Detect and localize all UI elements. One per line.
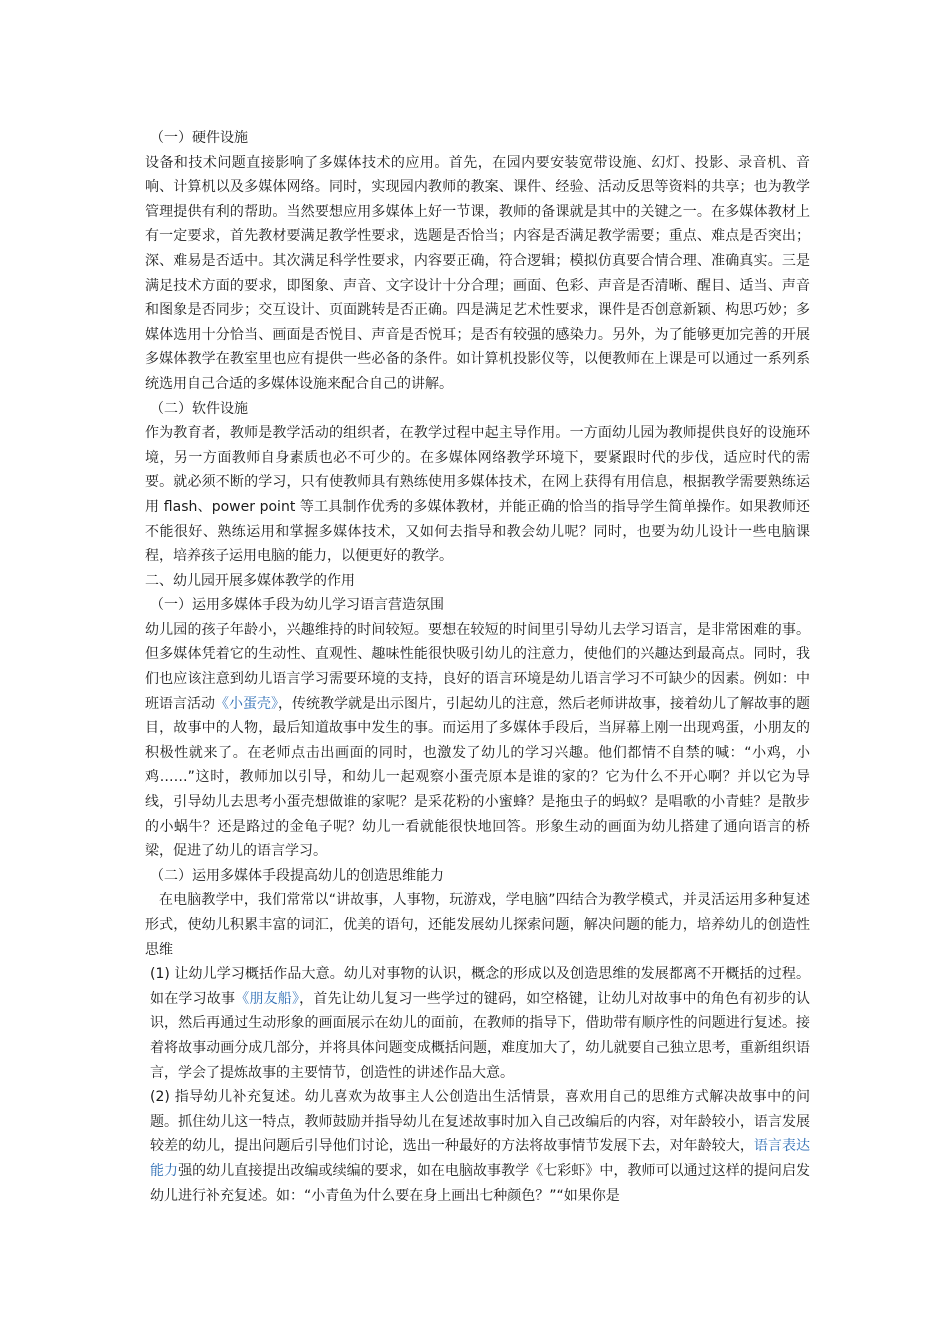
paragraph-language: [145, 618, 810, 864]
paragraph-language-text-1: 幼儿园的孩子年龄小，兴趣维持的时间较短。要想在较短的时间里引导幼儿去学习语言，是非常困难的事。但多媒体凭着它的生动性、直观性、趣味性能很快吸引幼儿的注意力，使他们的兴趣达到最高点。同时，我们也应该注意到幼儿语言学习需要环境的支持，良好的语言环境是幼儿语言学习不可缺少的因素。例如：中班语言活动: [145, 621, 810, 712]
paragraph-summary-text-1: (1) 让幼儿学习概括作品大意。幼儿对事物的认识，概念的形成以及创造思维的发展都离不开概括的过程。如在学习故事: [150, 966, 810, 1007]
section-heading-software: （二）软件设施: [150, 400, 248, 417]
section-heading-language: （一）运用多媒体手段为幼儿学习语言营造氛围: [150, 597, 444, 614]
paragraph-creativity: 在电脑教学中，我们常常以“讲故事，人事物，玩游戏，学电脑”四结合为教学模式，并灵活运用多种复述形式，使幼儿积累丰富的词汇，优美的语句，还能发展幼儿探索问题，解决问题的能力，培养幼儿的创造性思维: [145, 892, 810, 958]
paragraph-summary-text-2: ，首先让幼儿复习一些学过的键码，如空格键，让幼儿对故事中的角色有初步的认识，然后再通过生动形象的画面展示在幼儿的面前，在教师的指导下，借助带有顺序性的问题进行复述。接着将故事动画分成几部分，并将具体问题变成概括问题，难度加大了，幼儿就要自己独立思考，重新组织语言，学会了提炼故事的主要情节，创造性的讲述作品大意。: [150, 990, 811, 1081]
paragraph-hardware: 设备和技术问题直接影响了多媒体技术的应用。首先，在园内要安装宽带设施、幻灯、投影、录音机、音响、计算机以及多媒体网络。同时，实现园内教师的教案、课件、经验、活动反思等资料的共享；也为教学管理提供有利的帮助。当然要想应用多媒体上好一节课，教师的备课就是其中的关键之一。在多媒体教材上有一定要求，首先教材要满足教学性要求，选题是否恰当；内容是否满足教学需要；重点、难点是否突出；深、难易是否适中。其次满足科学性要求，内容要正确，符合逻辑；模拟仿真要合情合理、准确真实。三是满足技术方面的要求，即图象、声音、文字设计十分合理；画面、色彩、声音是否清晰、醒目、适当、声音和图象是否同步；交互设计、页面跳转是否正确。四是满足艺术性要求，课件是否创意新颖、构思巧妙；多媒体选用十分恰当、画面是否悦目、声音是否悦耳；是否有较强的感染力。另外，为了能够更加完善的开展多媒体教学在教室里也应有提供一些必备的条件。如计算机投影仪等，以便教师在上课是可以通过一系列系统选用自己合适的多媒体设施来配合自己的讲解。: [145, 154, 810, 392]
link-peng-you-chuan[interactable]: 《朋友船》: [235, 990, 300, 1007]
paragraph-supplement-text-1: (2) 指导幼儿补充复述。幼儿喜欢为故事主人公创造出生活情景，喜欢用自己的思维方式解决故事中的问题。抓住幼儿这一特点，教师鼓励并指导幼儿在复述故事时加入自己改编后的内容，对年龄较小，语言发展较差的幼儿，提出问题后引导他们讨论，选出一种最好的方法将故事情节发展下去，对年龄较大，: [150, 1089, 810, 1155]
link-xiao-dan-ke[interactable]: 《小蛋壳》: [215, 695, 278, 712]
chapter-heading-role: 二、幼儿园开展多媒体教学的作用: [145, 572, 355, 589]
paragraph-summary: [145, 962, 810, 1085]
document-body: [145, 126, 810, 1208]
link-language-expression[interactable]: 语言表达能力: [150, 1138, 811, 1179]
paragraph-supplement: [145, 1085, 810, 1208]
paragraph-language-text-2: ，传统教学就是出示图片，引起幼儿的注意，然后老师讲故事，接着幼儿了解故事的题目，故事中的人物，最后知道故事中发生的事。而运用了多媒体手段后，当屏幕上刚一出现鸡蛋，小朋友的积极性就来了。在老师点击出画面的同时，也激发了幼儿的学习兴趣。他们都情不自禁的喊：“小鸡，小鸡……”这时，教师加以引导，和幼儿一起观察小蛋壳原本是谁的家的？它为什么不开心啊？并以它为导线，引导幼儿去思考小蛋壳想做谁的家呢？是采花粉的小蜜蜂？是拖虫子的蚂蚁？是唱歌的小青蛙？是散步的小蜗牛？还是路过的金龟子呢？幼儿一看就能很快地回答。形象生动的画面为幼儿搭建了通向语言的桥梁，促进了幼儿的语言学习。: [145, 695, 810, 860]
paragraph-software: 作为教育者，教师是教学活动的组织者，在教学过程中起主导作用。一方面幼儿园为教师提供良好的设施环境，另一方面教师自身素质也必不可少的。在多媒体网络教学环境下，要紧跟时代的步伐，适应时代的需要。就必须不断的学习，只有使教师具有熟练使用多媒体技术，在网上获得有用信息，根据教学需要熟练运用 flash、power point 等工具制作优秀的多媒体教材，并能正确的恰当的指导学生简单操作。如果教师还不能很好、熟练运用和掌握多媒体技术，又如何去指导和教会幼儿呢？同时，也要为幼儿设计一些电脑课程，培养孩子运用电脑的能力，以便更好的教学。: [145, 425, 810, 565]
paragraph-supplement-text-2: 强的幼儿直接提出改编或续编的要求，如在电脑故事教学《七彩虾》中，教师可以通过这样的提问启发幼儿进行补充复述。如：“小青鱼为什么要在身上画出七种颜色？”“如果你是: [150, 1162, 811, 1204]
section-heading-hardware: （一）硬件设施: [150, 130, 248, 146]
section-heading-creativity: （二）运用多媒体手段提高幼儿的创造思维能力: [150, 867, 444, 884]
